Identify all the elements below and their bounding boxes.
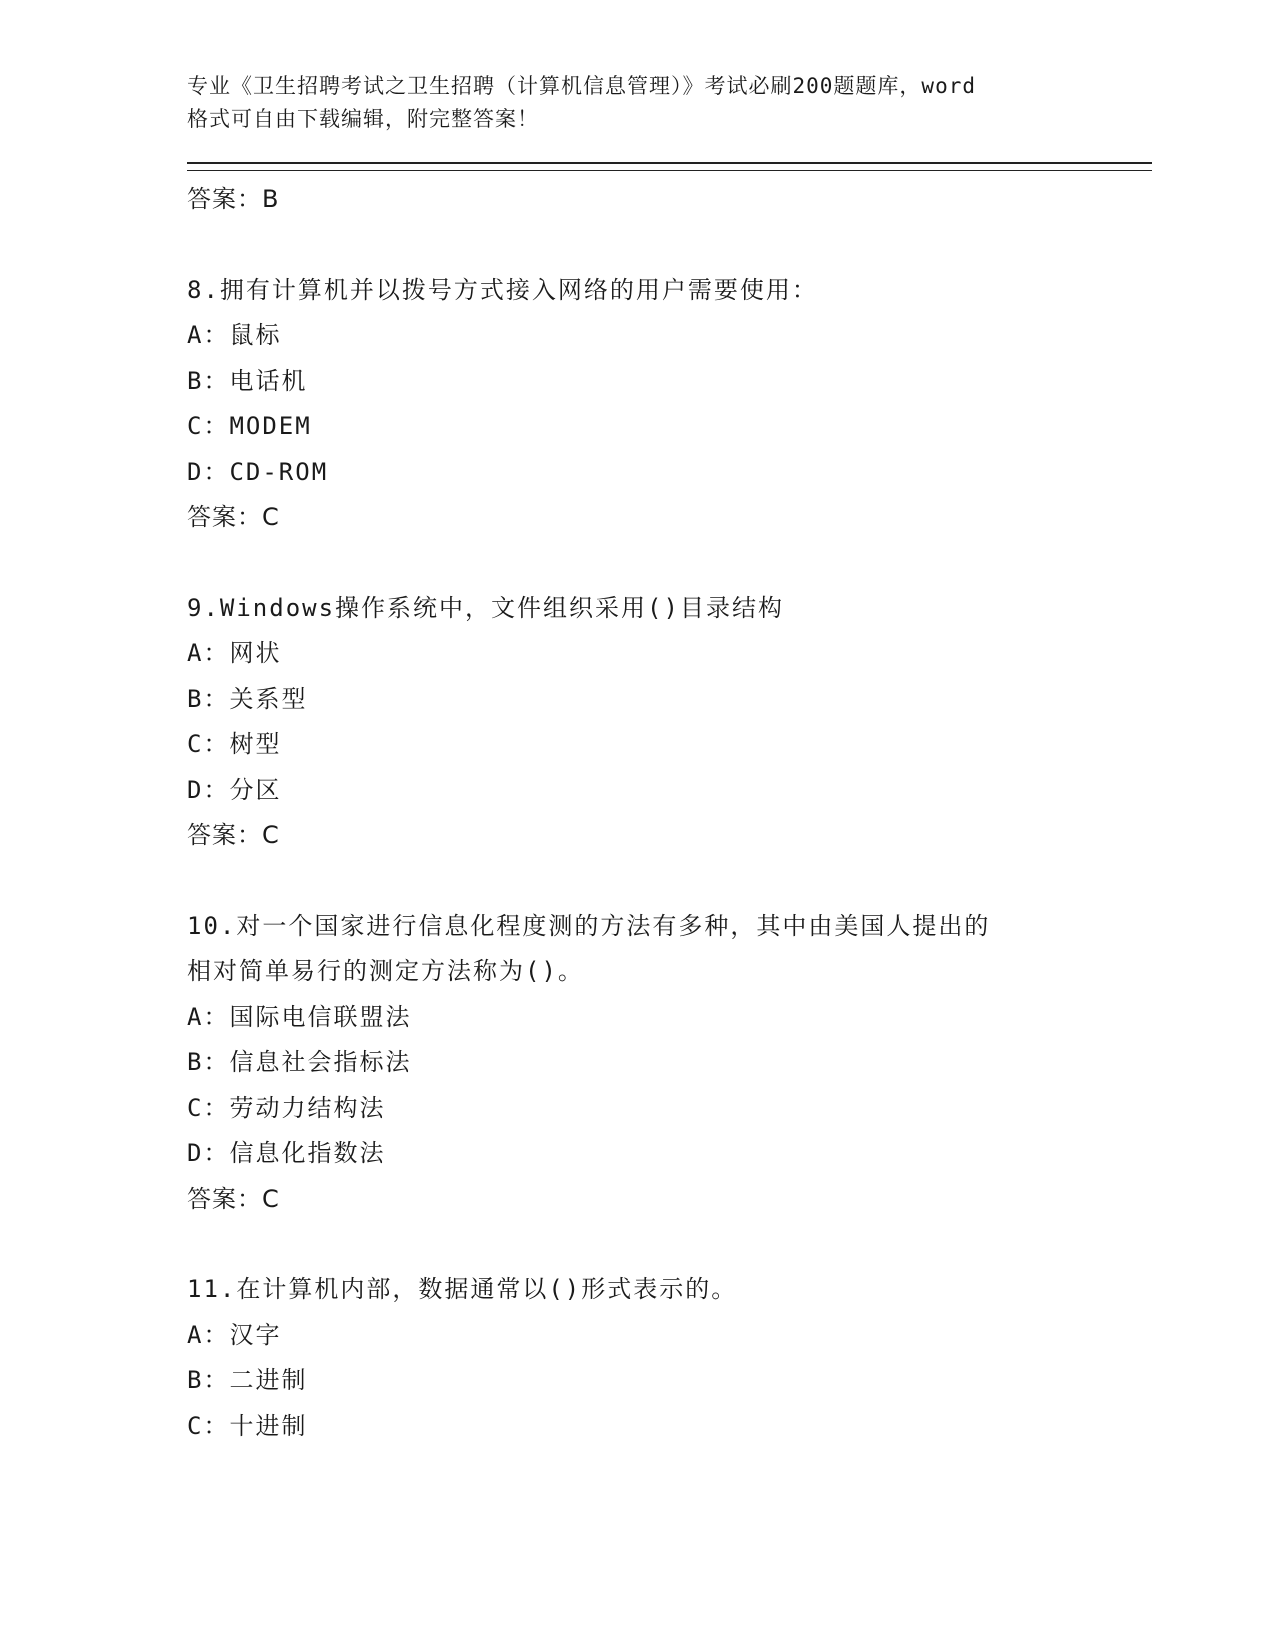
- header-line-2: 格式可自由下载编辑，附完整答案！: [187, 107, 539, 131]
- question-text: 8.拥有计算机并以拨号方式接入网络的用户需要使用：: [187, 275, 818, 304]
- header-line-1: 专业《卫生招聘考试之卫生招聘（计算机信息管理）》考试必刷200题题库，word: [187, 74, 976, 98]
- option-item: C：十进制: [187, 1411, 308, 1440]
- question-block: [187, 586, 1152, 859]
- option-item: A：汉字: [187, 1320, 282, 1349]
- question-block: [187, 1267, 1152, 1449]
- answer-line: 答案：C: [187, 1184, 280, 1213]
- question-text: 11.在计算机内部，数据通常以()形式表示的。: [187, 1275, 738, 1303]
- option-item: A：国际电信联盟法: [187, 1002, 412, 1031]
- answer-line: 答案：C: [187, 503, 280, 531]
- question-list: [187, 268, 1152, 1450]
- header-divider: [187, 162, 1152, 171]
- question-text: 10.对一个国家进行信息化程度测的方法有多种，其中由美国人提出的: [187, 911, 991, 940]
- document-page: [187, 70, 1152, 1449]
- option-item: C：MODEM: [187, 412, 312, 440]
- option-item: A：网状: [187, 639, 282, 667]
- question-block: [187, 268, 1152, 541]
- answer-line: 答案：C: [187, 821, 280, 849]
- question-text: 9.Windows操作系统中，文件组织采用()目录结构: [187, 593, 784, 622]
- option-item: C：劳动力结构法: [187, 1093, 386, 1122]
- question-text: 相对简单易行的测定方法称为()。: [187, 957, 584, 985]
- option-item: D：信息化指数法: [187, 1139, 386, 1167]
- option-item: D：分区: [187, 775, 282, 804]
- option-item: D：CD-ROM: [187, 457, 329, 486]
- option-item: B：电话机: [187, 366, 308, 395]
- option-item: C：树型: [187, 730, 282, 758]
- question-block: [187, 904, 1152, 1223]
- option-item: B：关系型: [187, 684, 308, 713]
- answer-line: 答案：B: [187, 185, 280, 213]
- option-item: B：信息社会指标法: [187, 1048, 412, 1076]
- option-item: B：二进制: [187, 1366, 308, 1394]
- document-header: [187, 70, 1152, 136]
- option-item: A：鼠标: [187, 321, 282, 349]
